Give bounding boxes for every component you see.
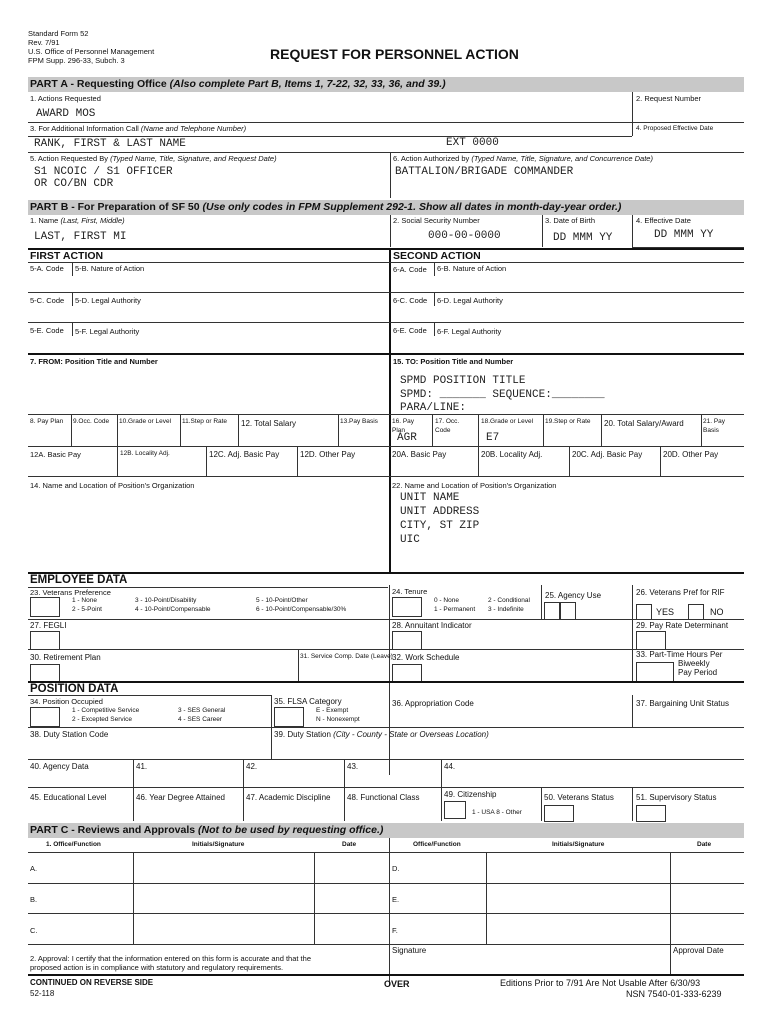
divider: [28, 446, 744, 447]
tenure-input[interactable]: [392, 597, 422, 617]
divider: [28, 727, 744, 728]
pay-plan-field[interactable]: AGR: [397, 432, 417, 444]
review-row-e: E.: [392, 895, 400, 904]
requested-by-field-2[interactable]: OR CO/BN CDR: [34, 178, 114, 190]
vet-opt-4: 4 - 10-Point/Compensable: [135, 606, 211, 613]
divider: [28, 136, 632, 137]
flsa-35-label: 35. FLSA Category: [274, 697, 342, 706]
actions-requested-label: 1. Actions Requested: [30, 94, 101, 103]
approval-certification-2: proposed action is in compliance with statutory and regulatory requirements.: [30, 963, 284, 972]
part-time-33-label-3: Pay Period: [678, 668, 718, 677]
dob-field[interactable]: DD MMM YY: [553, 232, 613, 244]
agency-use-input-2[interactable]: [560, 602, 576, 620]
vet-pref-rif-26-label: 26. Veterans Pref for RIF: [636, 588, 725, 597]
divider: [390, 215, 391, 247]
work-schedule-input[interactable]: [392, 664, 422, 682]
divider: [660, 446, 661, 476]
name-field[interactable]: LAST, FIRST MI: [34, 231, 127, 243]
agency-use-25-label: 25. Agency Use: [545, 591, 602, 600]
divider: [541, 585, 542, 619]
position-occupied-34-label: 34. Position Occupied: [30, 697, 103, 706]
total-salary-12-label: 12. Total Salary: [241, 419, 296, 428]
divider: [543, 414, 544, 446]
citizenship-49-label: 49. Citizenship: [444, 790, 497, 799]
form-supplement: FPM Supp. 296-33, Subch. 3: [28, 56, 125, 65]
pos-opt-3: 3 - SES General: [178, 707, 226, 714]
divider: [28, 787, 744, 788]
office-function-col-2: Office/Function: [413, 841, 461, 848]
divider: [670, 944, 671, 974]
divider: [28, 292, 744, 293]
divider: [338, 414, 339, 446]
legal-6d-label: 6-D. Legal Authority: [437, 296, 503, 305]
vet-status-50-label: 50. Veterans Status: [544, 793, 614, 802]
date-col-2: Date: [697, 841, 712, 848]
flsa-opt-e: E - Exempt: [316, 707, 349, 714]
first-action-heading: FIRST ACTION: [30, 250, 104, 262]
review-row-f: F.: [392, 926, 398, 935]
pos-opt-2: 2 - Excepted Service: [72, 716, 132, 723]
to-position-label: 15. TO: Position Title and Number: [393, 357, 514, 366]
request-number-label: 2. Request Number: [636, 94, 702, 103]
divider: [632, 619, 633, 649]
editions-notice: Editions Prior to 7/91 Are Not Usable After 6/30/93: [500, 978, 701, 988]
divider: [541, 787, 542, 821]
divider: [632, 787, 633, 821]
nsn-number: NSN 7540-01-333-6239: [626, 989, 722, 999]
divider: [28, 759, 744, 760]
step-19-label: 19.Step or Rate: [545, 418, 591, 425]
divider: [180, 414, 181, 446]
pay-plan-16-label: 16. Pay: [392, 418, 415, 425]
agency-41-label: 41.: [136, 762, 148, 771]
divider: [701, 414, 702, 446]
bargaining-37-label: 37. Bargaining Unit Status: [636, 699, 729, 708]
second-action-heading: SECOND ACTION: [393, 250, 481, 262]
divider: [478, 446, 479, 476]
annuitant-input[interactable]: [392, 631, 422, 650]
divider: [72, 322, 73, 336]
divider: [28, 974, 744, 976]
code-5e-label: 5-E. Code: [30, 326, 64, 335]
tenure-opt-0: 0 - None: [434, 597, 459, 604]
effective-date-field[interactable]: DD MMM YY: [654, 229, 714, 241]
divider: [28, 681, 744, 683]
org-14-label: 14. Name and Location of Position's Organization: [30, 481, 195, 490]
divider: [133, 852, 134, 944]
divider: [441, 759, 442, 787]
requested-by-field-1[interactable]: S1 NCOIC / S1 OFFICER: [34, 166, 173, 178]
para-line-field[interactable]: PARA/LINE:: [400, 402, 467, 414]
divider: [486, 852, 487, 944]
appropriation-36-label: 36. Appropriation Code: [392, 699, 474, 708]
form-revision: Rev. 7/91: [28, 38, 60, 47]
contact-ext-field[interactable]: EXT 0000: [446, 137, 499, 149]
divider: [389, 585, 390, 775]
review-row-d: D.: [392, 864, 400, 873]
divider: [28, 572, 744, 574]
retirement-30-label: 30. Retirement Plan: [30, 653, 101, 662]
functional-48-label: 48. Functional Class: [347, 793, 420, 802]
action-authorized-by-label: 6. Action Authorized by (Typed Name, Title, Signature, and Concurrence Date): [393, 154, 653, 163]
authorized-by-field[interactable]: BATTALION/BRIGADE COMMANDER: [395, 166, 574, 178]
other-pay-12d-label: 12D. Other Pay: [300, 450, 356, 459]
vet-opt-2: 2 - 5-Point: [72, 606, 102, 613]
divider: [28, 913, 744, 914]
approval-date-label: Approval Date: [673, 946, 724, 955]
part-time-input[interactable]: [636, 662, 674, 682]
citizenship-options: 1 - USA 8 - Other: [472, 809, 522, 816]
flsa-input[interactable]: [274, 707, 304, 727]
vet-opt-6: 6 - 10-Point/Compensable/30%: [256, 606, 347, 613]
agency-42-label: 42.: [246, 762, 258, 771]
divider: [298, 649, 299, 681]
locality-20b-label: 20B. Locality Adj.: [481, 450, 543, 459]
occ-code-17-label-2: Code: [435, 427, 451, 434]
occ-code-9-label: 9.Occ. Code: [73, 418, 110, 425]
vet-opt-5: 5 - 10-Point/Other: [256, 597, 308, 604]
grade-18-label: 18.Grade or Level: [481, 418, 534, 425]
grade-10-label: 10.Grade or Level: [119, 418, 172, 425]
review-row-c: C.: [30, 926, 38, 935]
divider: [271, 695, 272, 727]
fegli-27-label: 27. FEGLI: [30, 621, 67, 630]
divider: [569, 446, 570, 476]
pay-basis-21-label-2: Basis: [703, 427, 719, 434]
legal-6f-label: 6-F. Legal Authority: [437, 327, 502, 336]
divider: [314, 852, 315, 944]
form-number: Standard Form 52: [28, 29, 89, 38]
divider: [28, 476, 744, 477]
divider: [28, 944, 744, 945]
proposed-effective-date-label: 4. Proposed Effective Date: [636, 125, 714, 132]
rif-no-checkbox[interactable]: [688, 604, 704, 620]
nature-5b-label: 5-B. Nature of Action: [75, 264, 145, 273]
divider: [28, 883, 744, 884]
vet-opt-3: 3 - 10-Point/Disability: [135, 597, 197, 604]
action-requested-by-label: 5. Action Requested By (Typed Name, Title, Signature, and Request Date): [30, 154, 277, 163]
legal-5d-label: 5-D. Legal Authority: [75, 296, 141, 305]
page-title: REQUEST FOR PERSONNEL ACTION: [270, 46, 519, 62]
veterans-pref-input[interactable]: [30, 597, 60, 617]
contact-name-field[interactable]: RANK, FIRST & LAST NAME: [34, 138, 186, 150]
org-22-label: 22. Name and Location of Position's Organization: [392, 481, 557, 490]
part-b-heading: PART B - For Preparation of SF 50 (Use only codes in FPM Supplement 292-1. Show all dates in month-day-year order.): [30, 201, 622, 213]
part-a-heading: PART A - Requesting Office (Also complete Part B, Items 1, 7-22, 32, 33, 36, and 39.): [30, 78, 446, 90]
divider: [478, 414, 479, 446]
tenure-opt-2: 2 - Conditional: [488, 597, 530, 604]
divider: [28, 414, 744, 415]
signature-label: Signature: [392, 946, 427, 955]
agency-43-label: 43.: [347, 762, 359, 771]
pos-opt-4: 4 - SES Career: [178, 716, 223, 723]
duty-station-code-38-label: 38. Duty Station Code: [30, 730, 109, 739]
divider: [632, 92, 633, 136]
duty-station-39-label: 39. Duty Station (City - County - State or Overseas Location): [274, 730, 489, 739]
divider: [434, 322, 435, 336]
degree-year-46-label: 46. Year Degree Attained: [136, 793, 225, 802]
work-schedule-32-label: 32. Work Schedule: [392, 653, 460, 662]
rif-no-label: NO: [710, 607, 724, 617]
divider: [72, 262, 73, 276]
ssn-label: 2. Social Security Number: [393, 216, 480, 225]
form-stock-number: 52-118: [30, 989, 55, 998]
divider: [297, 446, 298, 476]
pay-plan-16-label-2: Plan: [392, 427, 406, 434]
code-6c-label: 6-C. Code: [393, 296, 428, 305]
divider: [434, 262, 435, 276]
code-5a-label: 5-A. Code: [30, 264, 64, 273]
pos-opt-1: 1 - Competitive Service: [72, 707, 140, 714]
other-pay-20d-label: 20D. Other Pay: [663, 450, 719, 459]
occ-code-17-label: 17. Occ.: [435, 418, 460, 425]
form-agency: U.S. Office of Personnel Management: [28, 47, 155, 56]
pay-basis-21-label: 21. Pay: [703, 418, 726, 425]
divider: [434, 292, 435, 306]
divider: [238, 414, 239, 446]
divider: [390, 152, 391, 198]
initials-col-2: Initials/Signature: [552, 841, 605, 848]
rif-yes-label: YES: [656, 607, 675, 617]
pay-plan-8-label: 8. Pay Plan: [30, 418, 64, 425]
discipline-47-label: 47. Academic Discipline: [246, 793, 331, 802]
code-5c-label: 5-C. Code: [30, 296, 65, 305]
effective-date-label: 4. Effective Date: [636, 216, 691, 225]
vet-status-input[interactable]: [544, 805, 574, 822]
ssn-field[interactable]: 000-00-0000: [428, 230, 501, 242]
part-time-33-label-2: Biweekly: [678, 659, 710, 668]
pay-rate-input[interactable]: [636, 631, 666, 650]
divider: [28, 262, 744, 263]
org-unit-name-field[interactable]: UNIT NAME: [400, 492, 460, 504]
tenure-opt-3: 3 - Indefinite: [488, 606, 524, 613]
continued-notice: CONTINUED ON REVERSE SIDE: [30, 978, 154, 987]
agency-44-label: 44.: [444, 762, 456, 771]
veterans-pref-23-label: 23. Veterans Preference: [30, 588, 111, 597]
over-notice: OVER: [384, 979, 410, 989]
divider: [632, 585, 633, 619]
education-45-label: 45. Educational Level: [30, 793, 107, 802]
divider: [389, 838, 390, 986]
legal-5f-label: 5-F. Legal Authority: [75, 327, 140, 336]
service-comp-31-label: 31. Service Comp. Date (Leave): [300, 653, 393, 660]
tenure-opt-1: 1 - Permanent: [434, 606, 476, 613]
tenure-24-label: 24. Tenure: [392, 587, 428, 596]
locality-12b-label: 12B. Locality Adj.: [120, 450, 170, 457]
from-position-label: 7. FROM: Position Title and Number: [30, 357, 158, 366]
name-label: 1. Name (Last, First, Middle): [30, 216, 125, 225]
divider: [243, 759, 244, 787]
code-6a-label: 6-A. Code: [393, 265, 427, 274]
divider: [632, 215, 633, 247]
part-c-heading: PART C - Reviews and Approvals (Not to be used by requesting office.): [30, 824, 384, 836]
adj-basic-20c-label: 20C. Adj. Basic Pay: [572, 450, 643, 459]
position-occupied-input[interactable]: [30, 707, 60, 727]
divider: [28, 248, 744, 250]
divider: [271, 727, 272, 759]
divider: [601, 414, 602, 446]
office-function-col-1: 1. Office/Function: [46, 841, 101, 848]
code-6e-label: 6-E. Code: [393, 326, 427, 335]
org-unit-address-field[interactable]: UNIT ADDRESS: [400, 506, 480, 518]
citizenship-input[interactable]: [444, 801, 466, 819]
vet-opt-1: 1 - None: [72, 597, 97, 604]
part-time-33-label: 33. Part-Time Hours Per: [636, 650, 723, 659]
additional-info-label: 3. For Additional Information Call (Name and Telephone Number): [30, 124, 247, 133]
divider: [28, 852, 744, 853]
divider: [441, 787, 442, 821]
center-divider: [389, 248, 391, 572]
employee-data-heading: EMPLOYEE DATA: [30, 574, 128, 586]
divider: [243, 787, 244, 821]
divider: [28, 322, 744, 323]
pay-basis-13-label: 13.Pay Basis: [340, 418, 378, 425]
divider: [72, 292, 73, 306]
actions-requested-field[interactable]: AWARD MOS: [36, 108, 96, 120]
divider: [28, 152, 744, 153]
initials-col-1: Initials/Signature: [192, 841, 245, 848]
pay-rate-29-label: 29. Pay Rate Determinant: [636, 621, 729, 630]
divider: [28, 122, 744, 123]
org-city-field[interactable]: CITY, ST ZIP: [400, 520, 480, 532]
rif-yes-checkbox[interactable]: [636, 604, 652, 620]
divider: [632, 695, 633, 727]
review-row-b: B.: [30, 895, 38, 904]
divider: [344, 759, 345, 787]
grade-field[interactable]: E7: [486, 432, 500, 444]
date-col-1: Date: [342, 841, 357, 848]
agency-use-input-1[interactable]: [544, 602, 560, 620]
org-uic-field[interactable]: UIC: [400, 534, 420, 546]
divider: [133, 759, 134, 787]
adj-basic-12c-label: 12C. Adj. Basic Pay: [209, 450, 280, 459]
annuitant-28-label: 28. Annuitant Indicator: [392, 621, 472, 630]
agency-data-40-label: 40. Agency Data: [30, 762, 89, 771]
approval-certification-1: 2. Approval: I certify that the information entered on this form is accurate and that the: [30, 954, 311, 963]
divider: [28, 695, 272, 696]
spmd-sequence-field[interactable]: SPMD: _______ SEQUENCE:________: [400, 389, 605, 401]
position-data-heading: POSITION DATA: [30, 683, 119, 695]
basic-pay-20a-label: 20A. Basic Pay: [392, 450, 447, 459]
divider: [542, 215, 543, 247]
nature-6b-label: 6-B. Nature of Action: [437, 264, 507, 273]
basic-pay-12a-label: 12A. Basic Pay: [30, 450, 81, 459]
supervisory-input[interactable]: [636, 805, 666, 822]
review-row-a: A.: [30, 864, 38, 873]
fegli-input[interactable]: [30, 631, 60, 650]
divider: [432, 414, 433, 446]
divider: [28, 619, 744, 620]
divider: [117, 414, 118, 446]
divider: [632, 649, 633, 681]
divider: [71, 414, 72, 446]
divider: [133, 787, 134, 821]
dob-label: 3. Date of Birth: [545, 216, 596, 225]
step-11-label: 11.Step or Rate: [182, 418, 228, 425]
flsa-opt-n: N - Nonexempt: [316, 716, 360, 723]
divider: [117, 446, 118, 476]
total-salary-20-label: 20. Total Salary/Award: [604, 419, 684, 428]
divider: [344, 787, 345, 821]
divider: [28, 353, 744, 355]
supervisory-51-label: 51. Supervisory Status: [636, 793, 717, 802]
divider: [206, 446, 207, 476]
retirement-input[interactable]: [30, 664, 60, 682]
divider: [670, 852, 671, 944]
to-position-title-field[interactable]: SPMD POSITION TITLE: [400, 375, 526, 387]
